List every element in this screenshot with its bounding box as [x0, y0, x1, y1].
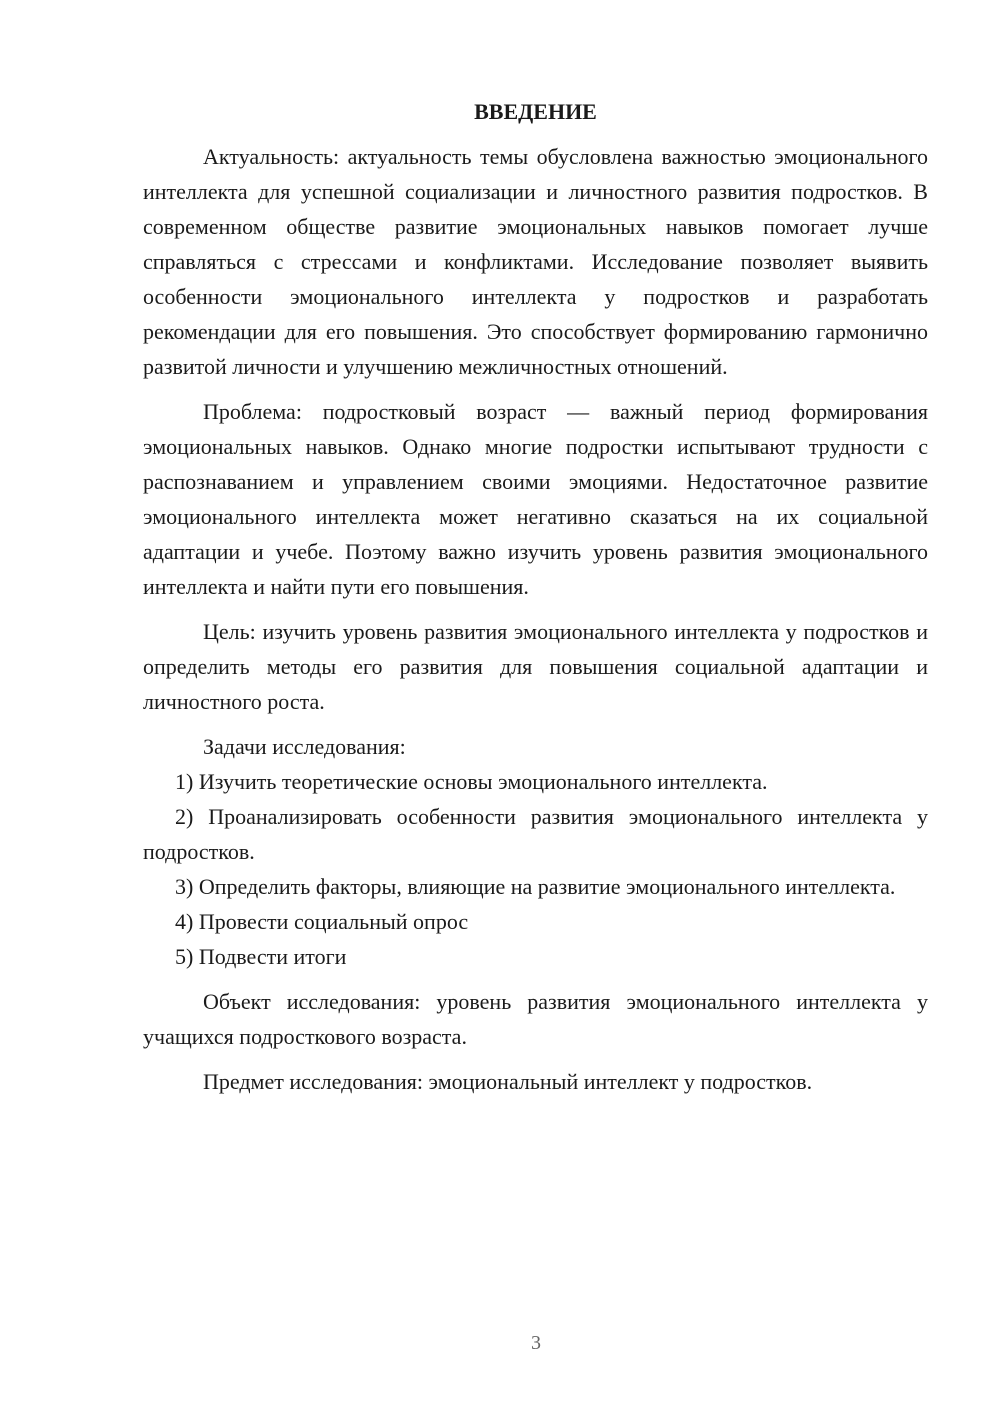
subject-paragraph: Предмет исследования: эмоциональный интеллект у подростков.	[203, 1069, 813, 1094]
task-item: 5) Подвести итоги	[175, 944, 347, 969]
page-body	[143, 94, 928, 1099]
task-item: 4) Провести социальный опрос	[175, 909, 469, 934]
goal-paragraph: Цель: изучить уровень развития эмоционального интеллекта у подростков и определить методы его развития для повышения социальной адаптации и личностного роста.	[143, 619, 928, 714]
problem-paragraph: Проблема: подростковый возраст — важный период формирования эмоциональных навыков. Однако многие подростки испытывают трудности с распознаванием и управлением своими эмоциями. Недостаточное развитие эмоционального интеллекта может негативно сказаться на их социальной адаптации и учебе. Поэтому важно изучить уровень развития эмоционального интеллекта и найти пути его повышения.	[143, 399, 928, 599]
task-item: 1) Изучить теоретические основы эмоционального интеллекта.	[175, 769, 768, 794]
page-number: 3	[531, 1332, 541, 1354]
task-item: 2) Проанализировать особенности развития эмоционального интеллекта у подростков.	[143, 804, 928, 864]
task-item: 3) Определить факторы, влияющие на развитие эмоционального интеллекта.	[175, 874, 896, 899]
relevance-paragraph: Актуальность: актуальность темы обусловлена важностью эмоционального интеллекта для успешной социализации и личностного развития подростков. В современном обществе развитие эмоциональных навыков помогает лучше справляться с стрессами и конфликтами. Исследование позволяет выявить особенности эмоционального интеллекта у подростков и разработать рекомендации для его повышения. Это способствует формированию гармонично развитой личности и улучшению межличностных отношений.	[143, 144, 928, 379]
page-heading: ВВЕДЕНИЕ	[474, 99, 597, 124]
object-paragraph: Объект исследования: уровень развития эмоционального интеллекта у учащихся подросткового возраста.	[143, 989, 928, 1049]
tasks-title: Задачи исследования:	[203, 734, 406, 759]
